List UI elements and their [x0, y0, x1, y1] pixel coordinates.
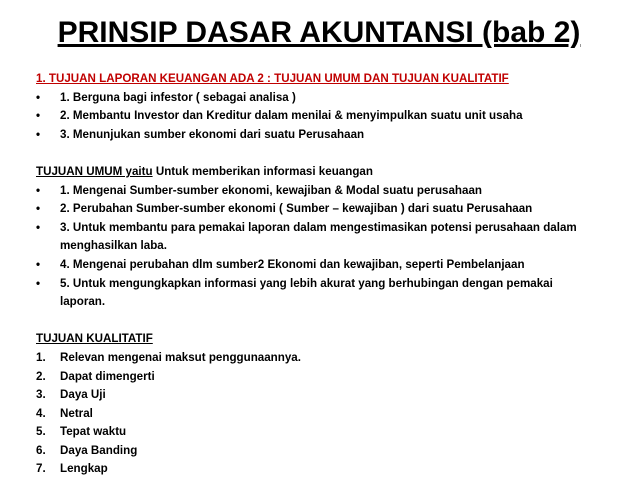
list-item-text: Netral — [60, 406, 93, 420]
number-marker: 6. — [36, 443, 46, 457]
list-item — [36, 442, 631, 461]
list-item-text: 3. Menunjukan sumber ekonomi dari suatu Perusahaan — [60, 127, 365, 141]
list-item-text: 2. Perubahan Sumber-sumber ekonomi ( Sumber – kewajiban ) dari suatu Perusahaan — [60, 202, 533, 216]
list-item — [36, 219, 631, 256]
tujuan-umum-description: Untuk memberikan informasi keuangan — [152, 164, 373, 178]
list-item-text: 4. Mengenai perubahan dlm sumber2 Ekonomi dan kewajiban, seperti Pembelanjaan — [60, 257, 525, 271]
tujuan-umum-label: TUJUAN UMUM yaitu — [36, 164, 153, 178]
bullet-marker: • — [36, 257, 41, 271]
list-item — [36, 349, 631, 368]
list-item-text: 1. Berguna bagi infestor ( sebagai analisa ) — [60, 90, 296, 104]
list-item-text: Lengkap — [60, 462, 108, 476]
list-item-text: Dapat dimengerti — [60, 369, 155, 383]
number-marker: 4. — [36, 406, 46, 420]
section-heading-laporan-keuangan: 1. TUJUAN LAPORAN KEUANGAN ADA 2 : TUJUAN UMUM DAN TUJUAN KUALITATIF — [36, 72, 509, 85]
number-marker: 7. — [36, 462, 46, 476]
number-marker: 1. — [36, 350, 46, 364]
list-item — [36, 423, 631, 442]
list-item — [36, 275, 631, 312]
slide-body — [36, 70, 631, 479]
bullet-marker: • — [36, 183, 41, 197]
spacer — [36, 144, 631, 163]
list-item — [36, 107, 631, 126]
list-item — [36, 256, 631, 275]
list-item — [36, 182, 631, 201]
bullet-marker: • — [36, 276, 41, 290]
list-item — [36, 386, 631, 405]
list-item-text: Relevan mengenai maksut penggunaannya. — [60, 350, 301, 364]
spacer — [36, 312, 631, 331]
list-item — [36, 368, 631, 387]
section-heading-tujuan-kualitatif: TUJUAN KUALITATIF — [36, 332, 153, 346]
list-item — [36, 460, 631, 479]
bullet-marker: • — [36, 90, 41, 104]
slide-title: PRINSIP DASAR AKUNTANSI (bab 2) — [57, 16, 581, 49]
list-item-text: 5. Untuk mengungkapkan informasi yang lebih akurat yang berhubingan dengan pemakai laporan. — [60, 276, 553, 309]
list-item — [36, 89, 631, 108]
number-marker: 3. — [36, 388, 46, 402]
list-item-text: 1. Mengenai Sumber-sumber ekonomi, kewajiban & Modal suatu perusahaan — [60, 183, 482, 197]
list-item — [36, 200, 631, 219]
number-marker: 2. — [36, 369, 46, 383]
list-item-text: Daya Banding — [60, 443, 138, 457]
bullet-marker: • — [36, 109, 41, 123]
bullet-marker: • — [36, 220, 41, 234]
bullet-marker: • — [36, 202, 41, 216]
list-item — [36, 405, 631, 424]
list-item-text: 3. Untuk membantu para pemakai laporan dalam mengestimasikan potensi perusahaan dalam menghasilkan laba. — [60, 220, 577, 253]
number-marker: 5. — [36, 425, 46, 439]
list-item-text: 2. Membantu Investor dan Kreditur dalam menilai & menyimpulkan suatu unit usaha — [60, 109, 523, 123]
list-item-text: Tepat waktu — [60, 425, 127, 439]
list-item — [36, 126, 631, 145]
list-item-text: Daya Uji — [60, 388, 106, 402]
bullet-marker: • — [36, 127, 41, 141]
section-heading-tujuan-umum — [36, 163, 631, 182]
